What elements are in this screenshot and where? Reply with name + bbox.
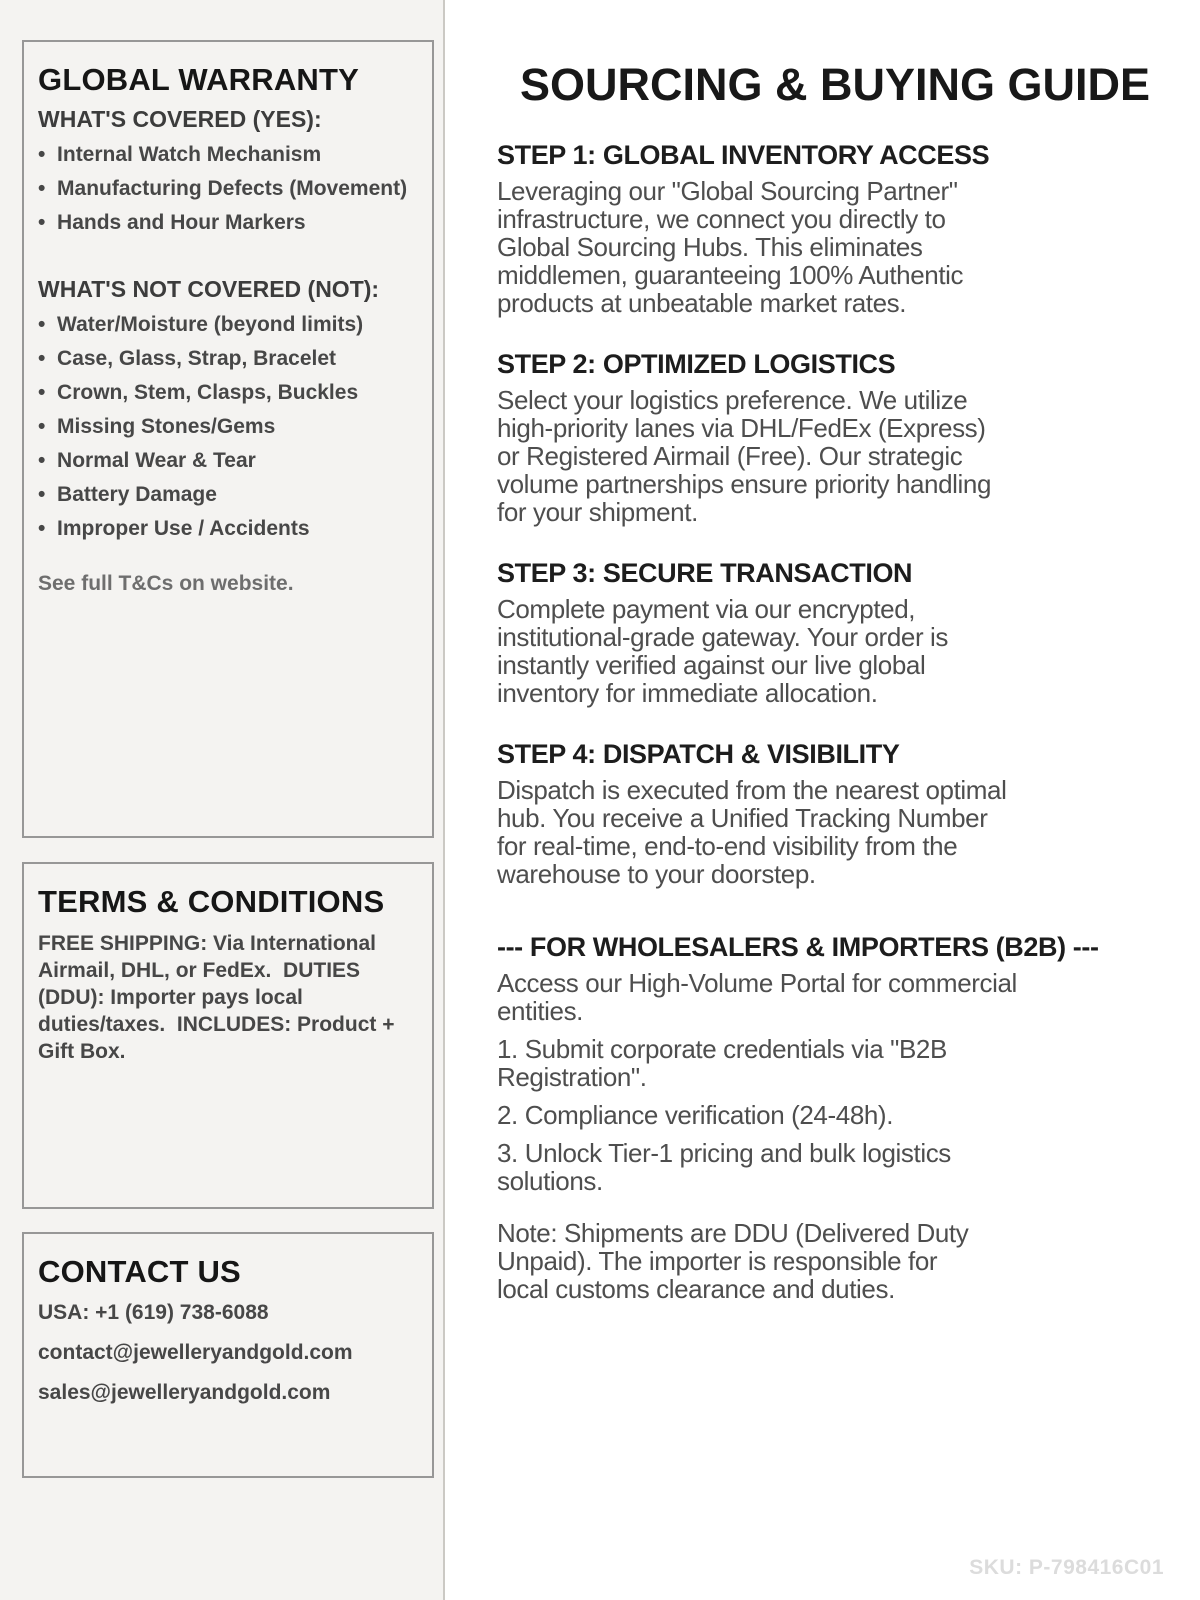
terms-line: Airmail, DHL, or FedEx. DUTIES [38, 959, 361, 982]
list-item: • Internal Watch Mechanism [38, 144, 418, 166]
body-line: for real-time, end-to-end visibility from the [497, 831, 958, 861]
terms-box [22, 862, 434, 1209]
contact-email: contact@jewelleryandgold.com [38, 1341, 353, 1364]
step-2-heading: STEP 2: OPTIMIZED LOGISTICS [497, 349, 896, 379]
body-line: Note: Shipments are DDU (Delivered Duty [497, 1218, 969, 1248]
step-1-heading: STEP 1: GLOBAL INVENTORY ACCESS [497, 140, 990, 170]
terms-paragraph [38, 930, 418, 1065]
list-item: • Missing Stones/Gems [38, 416, 418, 438]
body-line: Unpaid). The importer is responsible for [497, 1246, 938, 1276]
b2b-item-1 [497, 1035, 1200, 1091]
terms-line: duties/taxes. INCLUDES: Product + [38, 1013, 395, 1036]
body-line: infrastructure, we connect you directly to [497, 204, 946, 234]
b2b-item-2 [497, 1101, 1200, 1129]
body-line: Leveraging our "Global Sourcing Partner" [497, 176, 958, 206]
body-line: Select your logistics preference. We utilize [497, 385, 968, 415]
list-item: • Case, Glass, Strap, Bracelet [38, 348, 418, 370]
covered-list [38, 144, 418, 234]
step-2-section [497, 350, 1200, 526]
body-line: 3. Unlock Tier-1 pricing and bulk logistics [497, 1138, 951, 1168]
b2b-intro [497, 969, 1200, 1025]
body-line: products at unbeatable market rates. [497, 288, 907, 318]
body-line: institutional-grade gateway. Your order is [497, 622, 948, 652]
body-line: hub. You receive a Unified Tracking Number [497, 803, 988, 833]
body-line: inventory for immediate allocation. [497, 678, 878, 708]
b2b-item-3 [497, 1139, 1200, 1195]
list-item: • Improper Use / Accidents [38, 518, 418, 540]
ddu-note [497, 1219, 1200, 1303]
terms-title: TERMS & CONDITIONS [38, 884, 385, 919]
body-line: high-priority lanes via DHL/FedEx (Express) [497, 413, 986, 443]
body-line: middlemen, guaranteeing 100% Authentic [497, 260, 964, 290]
contact-box [22, 1232, 434, 1478]
body-line: entities. [497, 996, 584, 1026]
contact-title: CONTACT US [38, 1254, 241, 1289]
list-item: • Crown, Stem, Clasps, Buckles [38, 382, 418, 404]
contact-lines [38, 1302, 418, 1404]
body-line: instantly verified against our live global [497, 650, 926, 680]
step-4-heading: STEP 4: DISPATCH & VISIBILITY [497, 739, 900, 769]
step-3-section [497, 559, 1200, 707]
contact-phone: USA: +1 (619) 738-6088 [38, 1301, 269, 1324]
not-covered-list [38, 314, 418, 540]
sales-email: sales@jewelleryandgold.com [38, 1381, 331, 1404]
info-sidebar [0, 0, 445, 1600]
terms-line: (DDU): Importer pays local [38, 986, 303, 1009]
b2b-heading: --- FOR WHOLESALERS & IMPORTERS (B2B) --- [497, 932, 1099, 962]
step-1-section [497, 141, 1200, 317]
body-line: Access our High-Volume Portal for commercial [497, 968, 1017, 998]
global-warranty-box [22, 40, 434, 838]
body-line: Dispatch is executed from the nearest optimal [497, 775, 1007, 805]
body-line: 1. Submit corporate credentials via "B2B [497, 1034, 947, 1064]
body-line: or Registered Airmail (Free). Our strategic [497, 441, 963, 471]
list-item: • Water/Moisture (beyond limits) [38, 314, 418, 336]
terms-line: Gift Box. [38, 1040, 126, 1063]
list-item: • Battery Damage [38, 484, 418, 506]
body-line: local customs clearance and duties. [497, 1274, 895, 1304]
body-line: for your shipment. [497, 497, 698, 527]
body-line: 2. Compliance verification (24-48h). [497, 1100, 894, 1130]
sku-label: SKU: P-798416C01 [969, 1556, 1164, 1579]
list-item: • Hands and Hour Markers [38, 212, 418, 234]
list-item: • Normal Wear & Tear [38, 450, 418, 472]
warranty-footnote: See full T&Cs on website. [38, 572, 294, 595]
body-line: Global Sourcing Hubs. This eliminates [497, 232, 923, 262]
body-line: volume partnerships ensure priority handling [497, 469, 992, 499]
terms-line: FREE SHIPPING: Via International [38, 932, 377, 955]
not-covered-heading: WHAT'S NOT COVERED (NOT): [38, 276, 380, 302]
body-line: warehouse to your doorstep. [497, 859, 816, 889]
step-4-section [497, 740, 1200, 888]
list-item: • Manufacturing Defects (Movement) [38, 178, 418, 200]
body-line: solutions. [497, 1166, 603, 1196]
b2b-section [497, 933, 1200, 1303]
sourcing-guide-main [447, 0, 1200, 1600]
body-line: Complete payment via our encrypted, [497, 594, 916, 624]
step-3-heading: STEP 3: SECURE TRANSACTION [497, 558, 913, 588]
page-title: SOURCING & BUYING GUIDE [519, 59, 1151, 110]
covered-heading: WHAT'S COVERED (YES): [38, 106, 322, 132]
warranty-title: GLOBAL WARRANTY [38, 62, 360, 97]
body-line: Registration". [497, 1062, 647, 1092]
